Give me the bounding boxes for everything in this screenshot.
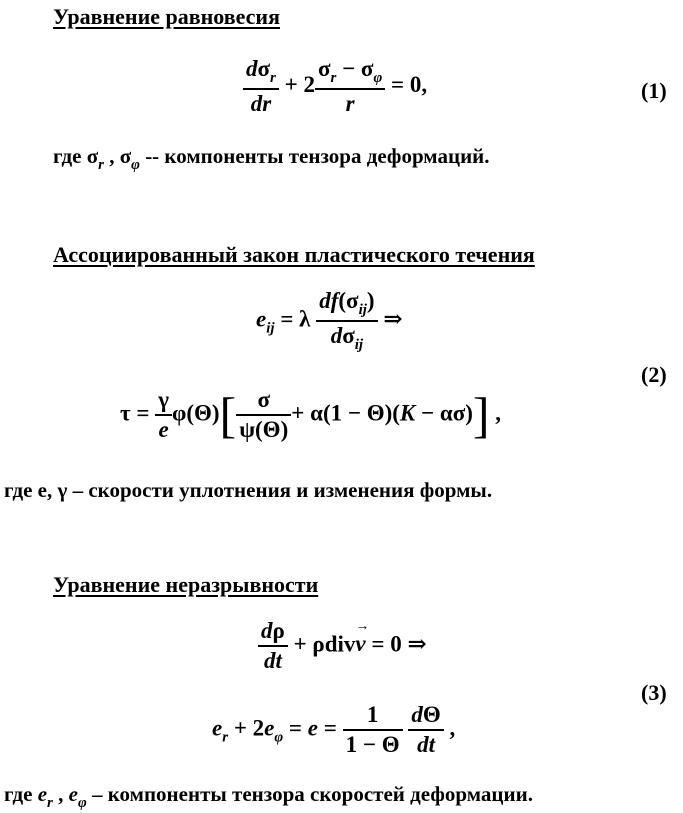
section2-heading: Ассоциированный закон пластического течения xyxy=(53,242,535,267)
equation-number-1: (1) xyxy=(641,78,667,103)
section2-note: где e, γ – скорости уплотнения и изменения формы. xyxy=(4,478,493,502)
section3-note: где $e_r$ , $e_\varphi$ – компоненты тензора скоростей деформации. xyxy=(4,782,533,811)
strain-rate-equation: $e_r + 2e_\varphi = e$ = $\frac{1}{1 - \Theta}$ $\frac{d\Theta}{dt}$ , xyxy=(212,702,456,757)
equilibrium-equation: $\frac{d\sigma_r}{dr}$ + 2 $\frac{\sigma_r - \sigma_\varphi}{r}$ = 0, xyxy=(243,56,427,117)
flow-law-equation: $e_{ij} = \lambda$ $\frac{df(\sigma_{ij})}{d\sigma_{ij}}$ ⇒ xyxy=(256,288,403,353)
section1-note: где $\sigma_r$ , $\sigma_\varphi$ -- компоненты тензора деформаций. xyxy=(53,144,490,173)
section1-heading: Уравнение равновесия xyxy=(53,4,281,29)
section3-heading: Уравнение неразрывности xyxy=(53,572,319,597)
continuity-equation: $\frac{d\rho}{dt}$ + ρdivv → = 0 ⇒ xyxy=(258,618,427,674)
equation-number-3: (3) xyxy=(641,680,667,705)
equation-number-2: (2) xyxy=(641,362,667,387)
shear-rate-equation: τ = $\frac{\gamma}{e}$ φ(Θ)[ $\frac{\sigma}{\psi(\Theta)}$ + α(1 − Θ)(K − ασ)] , xyxy=(120,387,502,443)
